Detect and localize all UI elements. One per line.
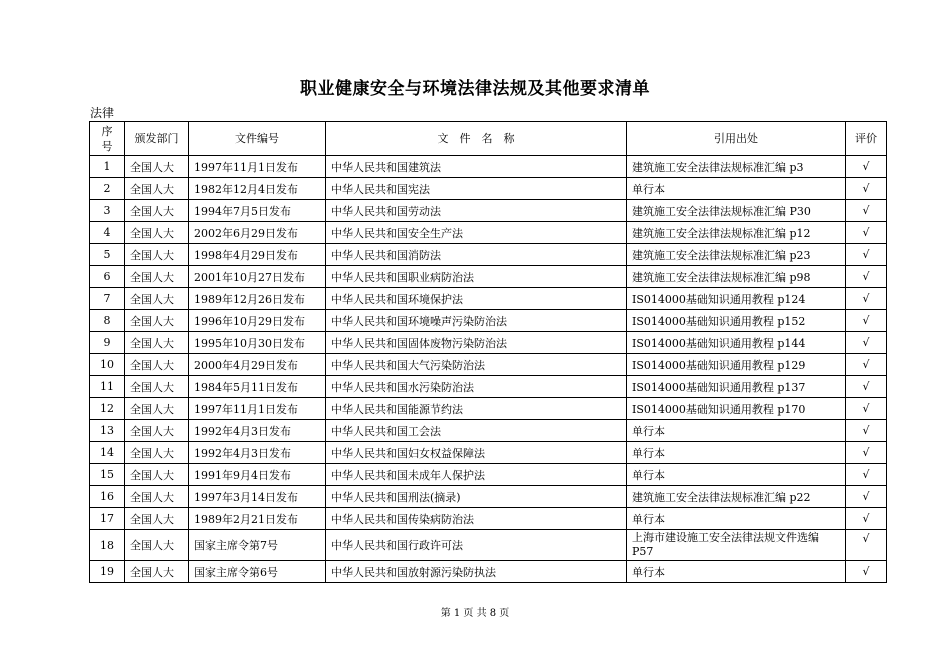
document-name-cell: 中华人民共和国水污染防治法 [326, 376, 627, 398]
evaluation-cell: √ [846, 530, 887, 561]
serial-no-cell: 17 [90, 508, 125, 530]
table-row [90, 200, 887, 222]
table-row [90, 530, 887, 561]
document-number-cell: 1992年4月3日发布 [189, 420, 326, 442]
document-name-cell: 中华人民共和国环境噪声污染防治法 [326, 310, 627, 332]
evaluation-cell: √ [846, 156, 887, 178]
issuing-dept-cell: 全国人大 [125, 398, 189, 420]
evaluation-cell: √ [846, 376, 887, 398]
document-number-cell: 1997年11月1日发布 [189, 398, 326, 420]
issuing-dept-cell: 全国人大 [125, 486, 189, 508]
issuing-dept-cell: 全国人大 [125, 288, 189, 310]
evaluation-cell: √ [846, 398, 887, 420]
section-label: 法律 [90, 106, 115, 120]
document-number-cell: 1982年12月4日发布 [189, 178, 326, 200]
evaluation-cell: √ [846, 244, 887, 266]
document-number-cell: 1997年3月14日发布 [189, 486, 326, 508]
citation-source-cell: 建筑施工安全法律法规标准汇编 p22 [627, 486, 846, 508]
document-name-cell: 中华人民共和国未成年人保护法 [326, 464, 627, 486]
table-row [90, 222, 887, 244]
document-name-cell: 中华人民共和国固体废物污染防治法 [326, 332, 627, 354]
issuing-dept-cell: 全国人大 [125, 222, 189, 244]
citation-source-cell: IS014000基础知识通用教程 p170 [627, 398, 846, 420]
document-number-cell: 国家主席令第6号 [189, 561, 326, 583]
document-number-cell: 2001年10月27日发布 [189, 266, 326, 288]
table-row [90, 310, 887, 332]
header-document-name: 文 件 名 称 [326, 122, 627, 156]
header-document-number: 文件编号 [189, 122, 326, 156]
citation-source-cell: IS014000基础知识通用教程 p137 [627, 376, 846, 398]
serial-no-cell: 15 [90, 464, 125, 486]
document-name-cell: 中华人民共和国妇女权益保障法 [326, 442, 627, 464]
header-serial-no [90, 122, 125, 156]
serial-no-cell: 7 [90, 288, 125, 310]
issuing-dept-cell: 全国人大 [125, 508, 189, 530]
citation-source-cell: 建筑施工安全法律法规标准汇编 p23 [627, 244, 846, 266]
document-number-cell: 1998年4月29日发布 [189, 244, 326, 266]
document-name-cell: 中华人民共和国能源节约法 [326, 398, 627, 420]
document-name-cell: 中华人民共和国安全生产法 [326, 222, 627, 244]
citation-source-cell: IS014000基础知识通用教程 p129 [627, 354, 846, 376]
document-name-cell: 中华人民共和国传染病防治法 [326, 508, 627, 530]
table-row [90, 156, 887, 178]
document-number-cell: 1992年4月3日发布 [189, 442, 326, 464]
serial-no-cell: 13 [90, 420, 125, 442]
table-row [90, 420, 887, 442]
header-evaluation: 评价 [846, 122, 887, 156]
issuing-dept-cell: 全国人大 [125, 266, 189, 288]
evaluation-cell: √ [846, 354, 887, 376]
document-name-cell: 中华人民共和国职业病防治法 [326, 266, 627, 288]
serial-no-cell: 8 [90, 310, 125, 332]
table-row [90, 178, 887, 200]
evaluation-cell: √ [846, 332, 887, 354]
document-number-cell: 1984年5月11日发布 [189, 376, 326, 398]
issuing-dept-cell: 全国人大 [125, 354, 189, 376]
document-number-cell: 2002年6月29日发布 [189, 222, 326, 244]
document-name-cell: 中华人民共和国消防法 [326, 244, 627, 266]
serial-no-cell: 16 [90, 486, 125, 508]
issuing-dept-cell: 全国人大 [125, 332, 189, 354]
evaluation-cell: √ [846, 442, 887, 464]
evaluation-cell: √ [846, 310, 887, 332]
serial-no-cell: 9 [90, 332, 125, 354]
evaluation-cell: √ [846, 508, 887, 530]
table-row [90, 354, 887, 376]
evaluation-cell: √ [846, 464, 887, 486]
document-number-cell: 2000年4月29日发布 [189, 354, 326, 376]
table-row [90, 332, 887, 354]
serial-no-cell: 1 [90, 156, 125, 178]
document-name-cell: 中华人民共和国宪法 [326, 178, 627, 200]
table-row [90, 376, 887, 398]
issuing-dept-cell: 全国人大 [125, 442, 189, 464]
header-citation-source: 引用出处 [627, 122, 846, 156]
evaluation-cell: √ [846, 178, 887, 200]
page-footer: 第 1 页 共 8 页 [440, 608, 510, 619]
issuing-dept-cell: 全国人大 [125, 244, 189, 266]
citation-source-cell: 单行本 [627, 464, 846, 486]
table-row [90, 442, 887, 464]
citation-source-cell: 单行本 [627, 442, 846, 464]
citation-source-cell: 单行本 [627, 178, 846, 200]
evaluation-cell: √ [846, 200, 887, 222]
document-number-cell: 1991年9月4日发布 [189, 464, 326, 486]
document-name-cell: 中华人民共和国大气污染防治法 [326, 354, 627, 376]
evaluation-cell: √ [846, 486, 887, 508]
citation-source-cell: 单行本 [627, 420, 846, 442]
citation-source-cell: 建筑施工安全法律法规标准汇编 p3 [627, 156, 846, 178]
serial-no-cell: 5 [90, 244, 125, 266]
document-name-cell: 中华人民共和国建筑法 [326, 156, 627, 178]
issuing-dept-cell: 全国人大 [125, 200, 189, 222]
table-header-row [90, 122, 887, 156]
serial-no-cell: 14 [90, 442, 125, 464]
citation-source-cell: 建筑施工安全法律法规标准汇编 p98 [627, 266, 846, 288]
document-number-cell: 国家主席令第7号 [189, 530, 326, 561]
serial-no-cell: 19 [90, 561, 125, 583]
header-issuing-dept: 颁发部门 [125, 122, 189, 156]
citation-source-cell: IS014000基础知识通用教程 p124 [627, 288, 846, 310]
table-row [90, 398, 887, 420]
issuing-dept-cell: 全国人大 [125, 464, 189, 486]
document-name-cell: 中华人民共和国刑法(摘录) [326, 486, 627, 508]
citation-source-cell: 建筑施工安全法律法规标准汇编 p12 [627, 222, 846, 244]
table-row [90, 508, 887, 530]
issuing-dept-cell: 全国人大 [125, 420, 189, 442]
table-row [90, 288, 887, 310]
header-serial-no-line2: 号 [101, 139, 113, 153]
document-title: 职业健康安全与环境法律法规及其他要求清单 [300, 79, 650, 99]
serial-no-cell: 11 [90, 376, 125, 398]
evaluation-cell: √ [846, 420, 887, 442]
serial-no-cell: 10 [90, 354, 125, 376]
evaluation-cell: √ [846, 288, 887, 310]
table-row [90, 486, 887, 508]
serial-no-cell: 4 [90, 222, 125, 244]
document-name-cell: 中华人民共和国劳动法 [326, 200, 627, 222]
citation-source-cell: IS014000基础知识通用教程 p152 [627, 310, 846, 332]
serial-no-cell: 12 [90, 398, 125, 420]
document-number-cell: 1997年11月1日发布 [189, 156, 326, 178]
citation-source-cell: 上海市建设施工安全法律法规文件选编 P57 [627, 530, 846, 561]
document-number-cell: 1989年2月21日发布 [189, 508, 326, 530]
serial-no-cell: 2 [90, 178, 125, 200]
document-name-cell: 中华人民共和国行政许可法 [326, 530, 627, 561]
document-name-cell: 中华人民共和国环境保护法 [326, 288, 627, 310]
issuing-dept-cell: 全国人大 [125, 561, 189, 583]
serial-no-cell: 18 [90, 530, 125, 561]
regulations-table [89, 121, 887, 583]
table-row [90, 244, 887, 266]
issuing-dept-cell: 全国人大 [125, 530, 189, 561]
serial-no-cell: 3 [90, 200, 125, 222]
document-name-cell: 中华人民共和国放射源污染防执法 [326, 561, 627, 583]
table-row [90, 266, 887, 288]
document-number-cell: 1994年7月5日发布 [189, 200, 326, 222]
citation-source-cell: IS014000基础知识通用教程 p144 [627, 332, 846, 354]
table-row [90, 464, 887, 486]
serial-no-cell: 6 [90, 266, 125, 288]
issuing-dept-cell: 全国人大 [125, 156, 189, 178]
header-serial-no-line1: 序 [101, 124, 113, 138]
table-row [90, 561, 887, 583]
document-number-cell: 1989年12月26日发布 [189, 288, 326, 310]
evaluation-cell: √ [846, 222, 887, 244]
evaluation-cell: √ [846, 266, 887, 288]
citation-source-cell: 单行本 [627, 561, 846, 583]
issuing-dept-cell: 全国人大 [125, 376, 189, 398]
citation-source-cell: 单行本 [627, 508, 846, 530]
issuing-dept-cell: 全国人大 [125, 310, 189, 332]
evaluation-cell: √ [846, 561, 887, 583]
document-name-cell: 中华人民共和国工会法 [326, 420, 627, 442]
issuing-dept-cell: 全国人大 [125, 178, 189, 200]
citation-source-cell: 建筑施工安全法律法规标准汇编 P30 [627, 200, 846, 222]
document-number-cell: 1995年10月30日发布 [189, 332, 326, 354]
document-number-cell: 1996年10月29日发布 [189, 310, 326, 332]
